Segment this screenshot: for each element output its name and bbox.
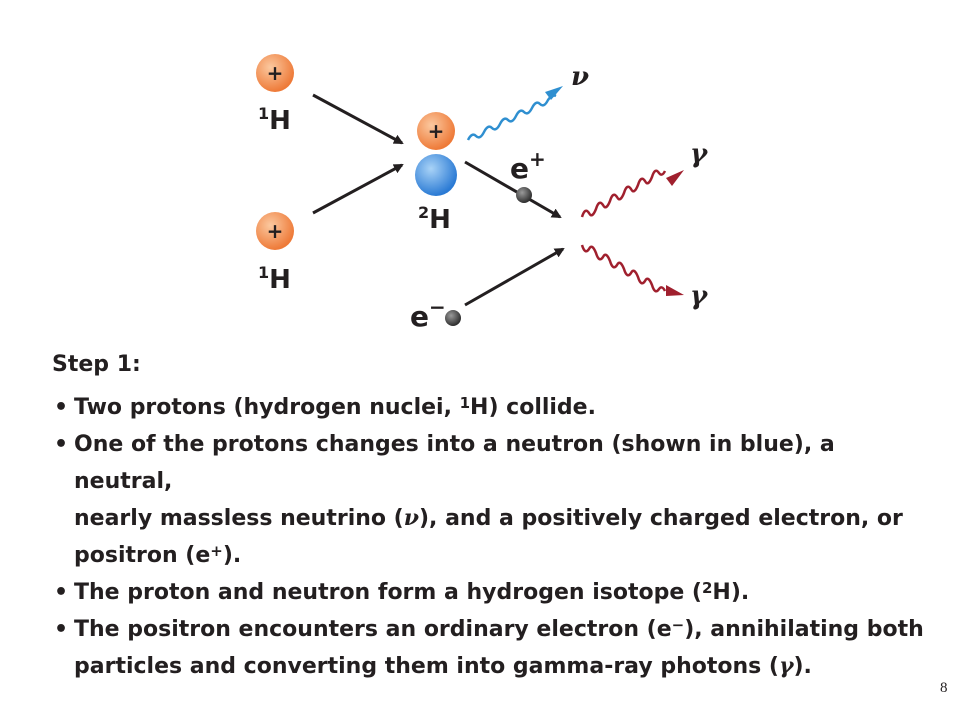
page-number: 8 bbox=[940, 680, 948, 696]
plus-sign: + bbox=[266, 219, 284, 243]
proton-top bbox=[256, 54, 294, 92]
bullet-protons-collide: • Two protons (hydrogen nuclei, $^1$H) collide. bbox=[52, 389, 932, 426]
arrow-proton-bottom bbox=[313, 165, 402, 213]
positron-particle bbox=[516, 187, 532, 203]
gamma-symbol-lower: γ bbox=[690, 281, 708, 311]
step-description bbox=[52, 352, 932, 685]
gamma-arrowhead-upper bbox=[666, 170, 684, 186]
neutrino-arrowhead bbox=[545, 86, 563, 100]
label-2h: $^2$H bbox=[418, 203, 451, 235]
positron-label: e+ bbox=[510, 147, 546, 185]
label-1h-bottom: $^1$H bbox=[258, 263, 291, 295]
proton-bottom bbox=[256, 212, 294, 250]
bullet-isotope: • The proton and neutron form a hydrogen isotope ($^2$H). bbox=[52, 574, 932, 611]
neutrino-symbol: ν bbox=[571, 62, 590, 92]
step-bullet-list bbox=[52, 389, 932, 685]
electron-particle bbox=[445, 310, 461, 326]
arrow-proton-top bbox=[313, 95, 402, 143]
gamma-arrowhead-lower bbox=[666, 285, 684, 296]
gamma-ray-lower bbox=[582, 245, 665, 291]
step-heading: Step 1: bbox=[52, 352, 141, 377]
bullet-proton-changes: • One of the protons changes into a neutron (shown in blue), a neutral, nearly massless neutrino (ν), and a positively charged electron, or positron (e+). bbox=[52, 426, 932, 574]
gamma-symbol-upper: γ bbox=[690, 139, 708, 169]
electron-arrow bbox=[465, 249, 563, 305]
neutron bbox=[415, 154, 457, 196]
bullet-annihilation: • The positron encounters an ordinary electron (e−), annihilating both particles and converting them into gamma-ray photons (γ). bbox=[52, 611, 932, 685]
plus-sign: + bbox=[266, 61, 284, 85]
plus-sign: + bbox=[427, 119, 445, 143]
electron-label: e− bbox=[410, 295, 446, 333]
deuterium-nucleus bbox=[415, 112, 457, 196]
neutrino-ray bbox=[468, 96, 556, 141]
fusion-diagram bbox=[0, 0, 960, 345]
label-1h-top: $^1$H bbox=[258, 104, 291, 136]
gamma-ray-upper bbox=[582, 171, 665, 217]
